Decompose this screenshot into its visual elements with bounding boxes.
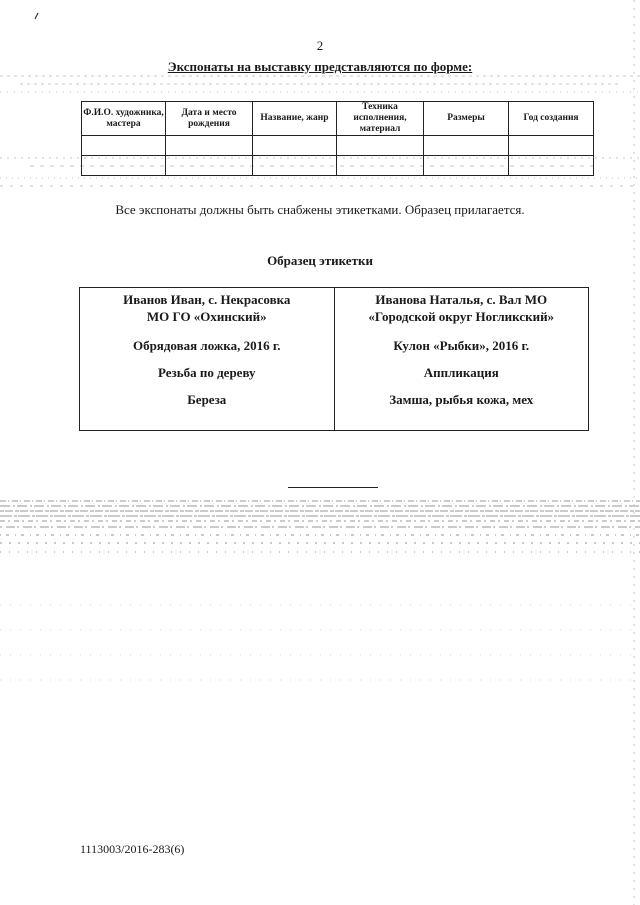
scan-noise-band bbox=[0, 497, 640, 567]
label-card-1 bbox=[80, 288, 335, 431]
label-material: Береза bbox=[187, 392, 227, 407]
label-author-line1: Иванова Наталья, с. Вал МО bbox=[375, 292, 548, 307]
table-cell bbox=[337, 136, 424, 156]
table-row bbox=[82, 136, 594, 156]
table-cell bbox=[509, 156, 594, 176]
label-card-2 bbox=[334, 288, 589, 431]
table-header-row bbox=[82, 102, 594, 136]
table-cell bbox=[337, 156, 424, 176]
table-cell bbox=[424, 156, 509, 176]
end-rule bbox=[288, 487, 378, 488]
header-cell-year: Год создания bbox=[509, 102, 594, 136]
table-cell bbox=[166, 156, 253, 176]
section-title: Экспонаты на выставку представляются по форме: bbox=[167, 59, 473, 74]
labels-note: Все экспонаты должны быть снабжены этикетками. Образец прилагается. bbox=[115, 202, 525, 217]
page-number: 2 bbox=[316, 38, 324, 53]
scan-noise-lower bbox=[0, 600, 640, 690]
label-material: Замша, рыбья кожа, мех bbox=[389, 392, 534, 407]
label-author-line2: МО ГО «Охинский» bbox=[146, 309, 267, 324]
label-technique: Резьба по дереву bbox=[157, 365, 256, 380]
label-author-line2: «Городской округ Ногликский» bbox=[368, 309, 555, 324]
label-technique: Аппликация bbox=[423, 365, 499, 380]
table-row bbox=[82, 156, 594, 176]
header-cell-title: Название, жанр bbox=[253, 102, 337, 136]
table-cell bbox=[82, 156, 166, 176]
document-code: 1113003/2016-283(6) bbox=[80, 842, 185, 856]
header-cell-technique: Техника исполнения, материал bbox=[337, 102, 424, 136]
label-author-line1: Иванов Иван, с. Некрасовка bbox=[123, 292, 291, 307]
label-row bbox=[80, 288, 589, 431]
scan-edge-right bbox=[628, 0, 640, 905]
label-sample-title: Образец этикетки bbox=[267, 253, 373, 268]
table-cell bbox=[166, 136, 253, 156]
table-cell bbox=[253, 156, 337, 176]
header-cell-size: Размеры bbox=[424, 102, 509, 136]
table-cell bbox=[253, 136, 337, 156]
label-work: Обрядовая ложка, 2016 г. bbox=[132, 338, 281, 353]
table-cell bbox=[82, 136, 166, 156]
header-cell-author: Ф.И.О. художника, мастера bbox=[82, 102, 166, 136]
header-cell-birth: Дата и место рождения bbox=[166, 102, 253, 136]
exhibit-form-table bbox=[81, 101, 594, 176]
table-cell bbox=[424, 136, 509, 156]
label-sample-table bbox=[79, 287, 589, 431]
table-cell bbox=[509, 136, 594, 156]
label-work: Кулон «Рыбки», 2016 г. bbox=[393, 338, 530, 353]
scan-speck bbox=[34, 12, 40, 20]
